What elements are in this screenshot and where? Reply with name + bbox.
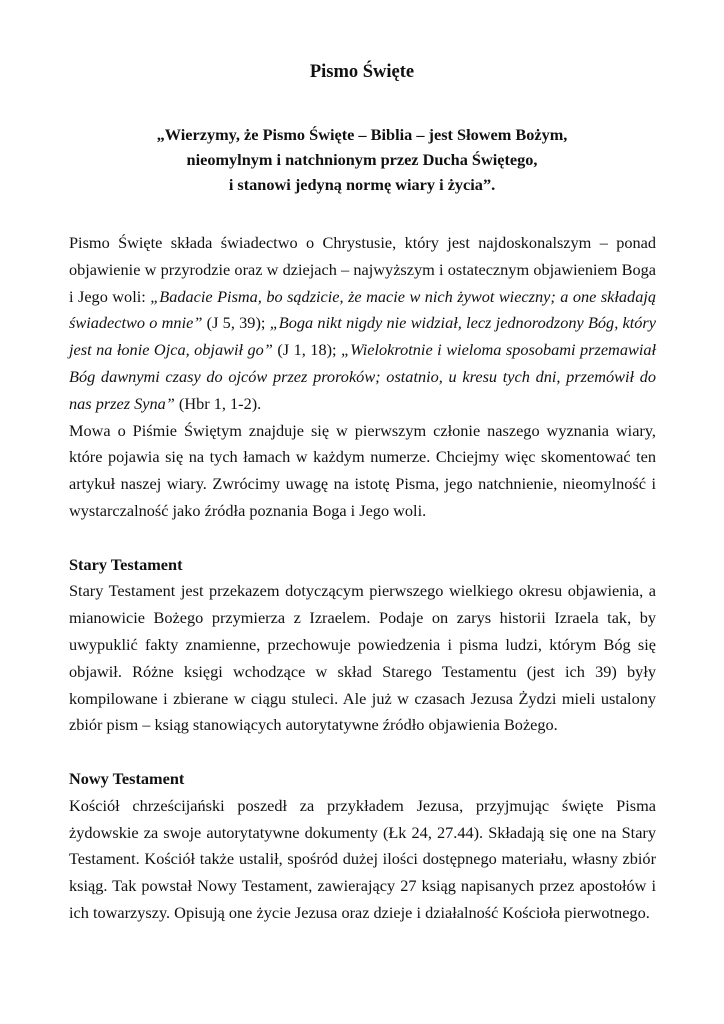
document-title: Pismo Święte [309,62,415,82]
scripture-reference: (Hbr 1, 1-2). [174,393,262,413]
document-body [69,230,656,927]
creed-quote-line: i stanowi jedyną normę wiary i życia”. [228,175,496,194]
creed-quote [0,122,724,197]
section-text-new-testament: Kościół chrześcijański poszedł za przykładem Jezusa, przyjmując święte Pisma żydowskie za swoje autorytatywne dokumenty (Łk 24, 27.44). Składają się one na Stary Testament. Kościół także ustalił, spośród dużej ilości dostępnego materiału, własny zbiór ksiąg. Tak powstał Nowy Testament, zawierający 27 ksiąg napisanych przez apostołów i ich towarzyszy. Opisują one życie Jezusa oraz dzieje i działalność Kościoła pierwotnego. [69,795,656,922]
intro-paragraph [69,230,656,418]
scripture-quote: „Wielokrotnie i wieloma sposobami przemawiał Bóg dawnymi czasy do ojców przez proroków; ostatnio, u kresu tych dni, przemówił do nas przez Syna” [69,340,657,413]
scripture-quote: „Boga nikt nigdy nie widział, lecz jednorodzony Bóg, który jest na łonie Ojca, objawił go” [69,313,656,360]
paragraph-spacer [69,739,656,766]
scripture-quote: „Badacie Pisma, bo sądzicie, że macie w nich żywot wieczny; a one składają świadectwo o mnie” [69,286,656,333]
intro-text: Pismo Święte składa świadectwo o Chrystusie, który jest najdoskonalszym – ponad objawienie w przyrodzie oraz w dziejach – najwyższym i ostatecznym objawieniem Boga i Jego woli: [69,233,656,306]
section-heading-new-testament: Nowy Testament [69,768,185,788]
scripture-reference: (J 5, 39); [202,313,270,333]
section-text-old-testament: Stary Testament jest przekazem dotyczącym pierwszego wielkiego okresu objawienia, a mianowicie Bożego przymierza z Izraelem. Podaje on zarys historii Izraela tak, by uwypuklić fakty znamienne, przechowuje powiedzenia i pisma ludzi, którym Bóg się objawił. Różne księgi wchodzące w skład Starego Testamentu (jest ich 39) były kompilowane i zbierane w ciągu stuleci. Ale już w czasach Jezusa Żydzi mieli ustalony zbiór pism – ksiąg stanowiących autorytatywne źródło objawienia Bożego. [69,581,656,735]
creed-quote-line: „Wierzymy, że Pismo Święte – Biblia – jest Słowem Bożym, [156,125,568,144]
creed-quote-line: nieomylnym i natchnionym przez Ducha Świętego, [186,150,538,169]
section-heading-old-testament: Stary Testament [69,554,183,574]
intro-paragraph-2: Mowa o Piśmie Świętym znajduje się w pierwszym członie naszego wyznania wiary, które pojawia się na tych łamach w każdym numerze. Chciejmy więc skomentować ten artykuł naszej wiary. Zwrócimy uwagę na istotę Pisma, jego natchnienie, nieomylność i wystarczalność jako źródła poznania Boga i Jego woli. [69,420,656,520]
paragraph-spacer [69,525,656,552]
scripture-reference: (J 1, 18); [272,340,342,360]
